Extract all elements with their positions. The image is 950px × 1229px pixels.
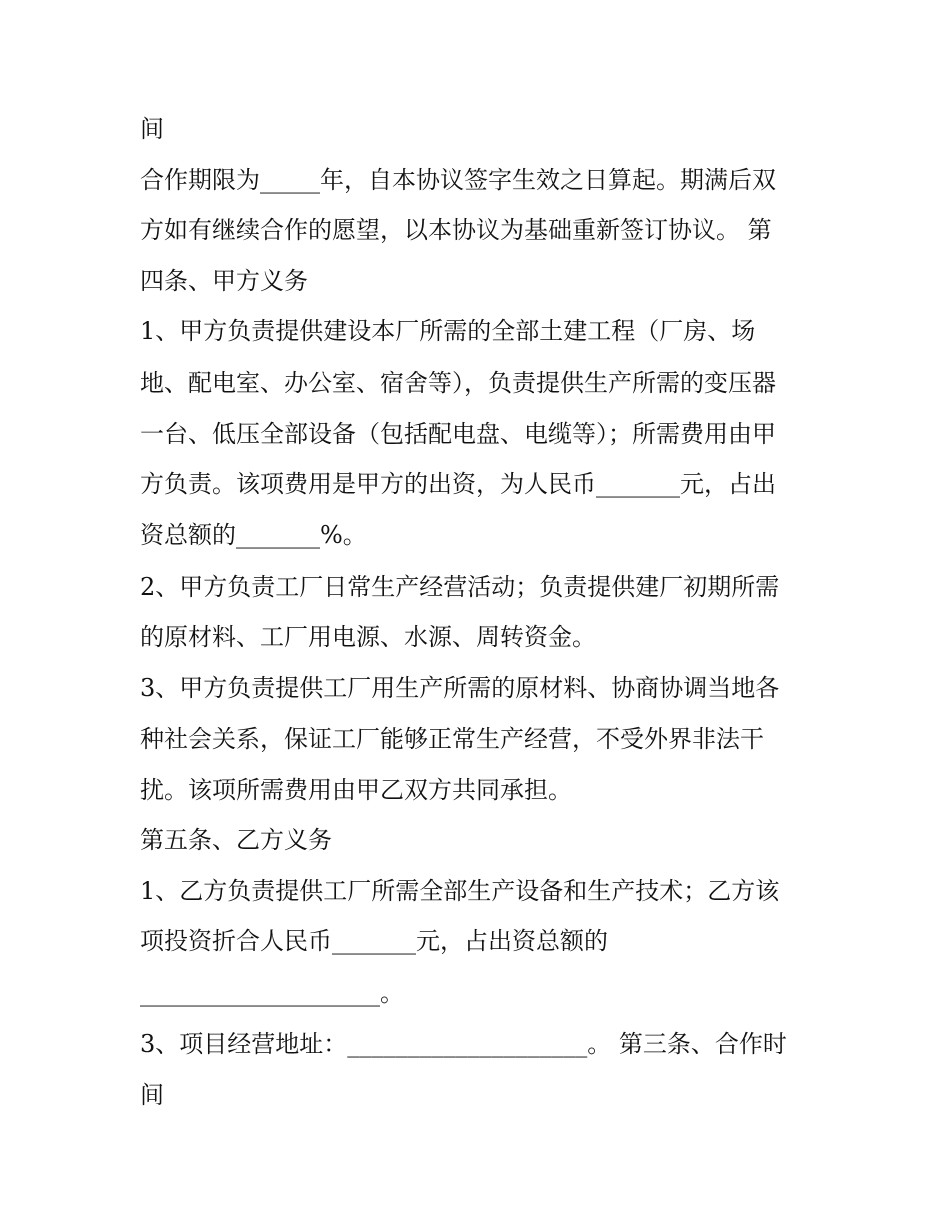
text-line: ____________________。 (140, 979, 404, 1007)
text-line: 方如有继续合作的愿望，以本协议为基础重新签订协议。 第 (140, 216, 772, 244)
text-line: 资总额的_______%。 (140, 521, 367, 549)
text-line: 的原材料、工厂用电源、水源、周转资金。 (140, 623, 596, 651)
text-line: 第五条、乙方义务 (140, 826, 332, 854)
text-line: 扰。该项所需费用由甲乙双方共同承担。 (140, 776, 572, 804)
text-line: 种社会关系，保证工厂能够正常生产经营，不受外界非法干 (140, 725, 764, 753)
text-line: 地、配电室、办公室、宿舍等），负责提供生产所需的变压器 (140, 369, 776, 397)
text-line: 1、乙方负责提供工厂所需全部生产设备和生产技术；乙方该 (140, 877, 780, 905)
text-line: 一台、低压全部设备（包括配电盘、电缆等）；所需费用由甲 (140, 420, 776, 448)
text-line: 项投资折合人民币_______元，占出资总额的 (140, 927, 608, 955)
text-line: 合作期限为_____年，自本协议签字生效之日算起。期满后双 (140, 166, 776, 194)
text-line: 间 (140, 115, 164, 143)
text-line: 3、甲方负责提供工厂用生产所需的原材料、协商协调当地各 (140, 674, 780, 702)
text-line: 四条、甲方义务 (140, 267, 308, 295)
text-line: 间 (140, 1081, 164, 1109)
text-line: 方负责。该项费用是甲方的出资，为人民币_______元，占出 (140, 470, 776, 498)
text-line: 3、项目经营地址：____________________。 第三条、合作时 (140, 1030, 787, 1058)
text-line: 1、甲方负责提供建设本厂所需的全部土建工程（厂房、场 (140, 317, 756, 345)
text-line: 2、甲方负责工厂日常生产经营活动；负责提供建厂初期所需 (140, 573, 780, 601)
